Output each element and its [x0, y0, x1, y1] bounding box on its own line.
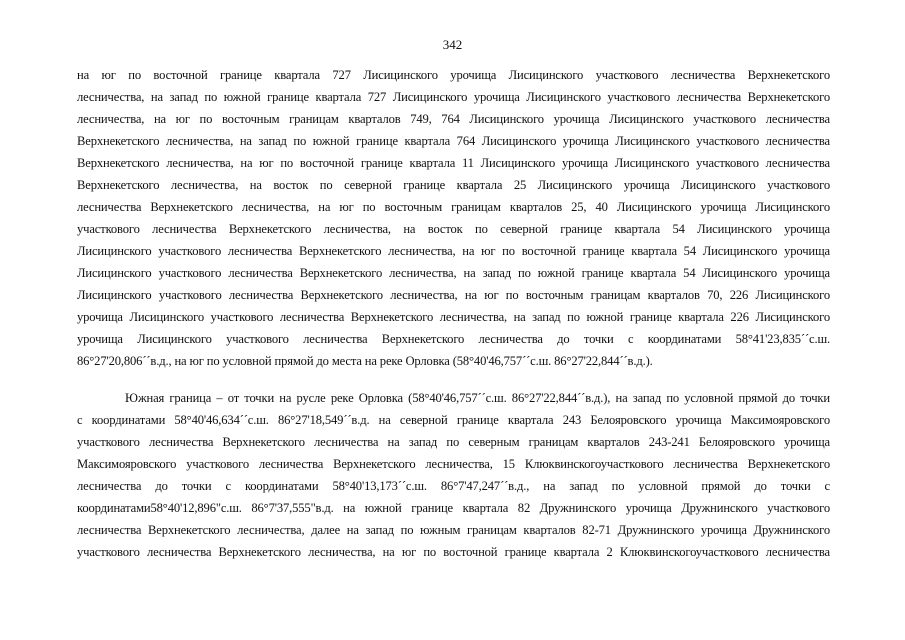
text-line: Верхнекетского лесничества, на восток по северной границе квартала 25 Лисицинского урочища Лисицинского участкового — [77, 178, 830, 192]
text-line: лесничества Верхнекетского лесничества, далее на запад по южным границам кварталов 82-71 Дружнинского урочища Дружнинского — [77, 523, 830, 537]
text-line: Лисицинского участкового лесничества Верхнекетского лесничества, на юг по восточным границам кварталов 70, 226 Лисицинского — [77, 288, 830, 302]
text-line: участкового лесничества Верхнекетского лесничества, на восток по северной границе квартала 54 Лисицинского урочища — [77, 222, 830, 236]
text-line: Максимояровского участкового лесничества Верхнекетского лесничества, 15 Клюквинскогоучасткового лесничества Верхнекетского — [77, 457, 830, 471]
text-line: лесничества Верхнекетского лесничества, на юг по восточным границам кварталов 25, 40 Лисицинского урочища Лисицинского — [77, 200, 830, 214]
text-line: урочища Лисицинского участкового лесничества Верхнекетского лесничества до точки с координатами 58°41'23,835´´с.ш. — [77, 332, 830, 346]
text-line: лесничества, на юг по восточным границам кварталов 749, 764 Лисицинского урочища Лисицинского участкового лесничества — [77, 112, 830, 126]
text-line: участкового лесничества Верхнекетского лесничества, на юг по восточной границе квартала 2 Клюквинскогоучасткового лесничества — [77, 545, 830, 559]
text-line: 86°27'20,806´´в.д., на юг по условной прямой до места на реке Орловка (58°40'46,757´´с.ш. 86°27'22,844´´в.д.). — [77, 354, 653, 368]
text-line: лесничества, на запад по южной границе квартала 727 Лисицинского урочища Лисицинского участкового лесничества Верхнекетского — [77, 90, 830, 104]
text-line: Лисицинского участкового лесничества Верхнекетского лесничества, на запад по южной границе квартала 54 Лисицинского урочища — [77, 266, 830, 280]
text-line: на юг по восточной границе квартала 727 Лисицинского урочища Лисицинского участкового лесничества Верхнекетского — [77, 68, 830, 82]
text-line: Южная граница – от точки на русле реке Орловка (58°40'46,757´´с.ш. 86°27'22,844´´в.д.), на запад по условной прямой до точки — [125, 391, 830, 405]
paragraph-southern-boundary — [77, 387, 830, 563]
text-line: координатами58°40'12,896"с.ш. 86°7'37,555"в.д. на южной границе квартала 82 Дружнинского урочища Дружнинского участкового — [77, 501, 830, 515]
text-line: с координатами 58°40'46,634´´с.ш. 86°27'18,549´´в.д. на северной границе квартала 243 Белояровского урочища Максимояровского — [77, 413, 830, 427]
text-line: урочища Лисицинского участкового лесничества Верхнекетского лесничества, на запад по южной границе квартала 226 Лисицинского — [77, 310, 830, 324]
text-line: Верхнекетского лесничества, на запад по южной границе квартала 764 Лисицинского урочища Лисицинского участкового лесничества — [77, 134, 830, 148]
page-number: 342 — [442, 37, 463, 52]
text-line: лесничества до точки с координатами 58°40'13,173´´с.ш. 86°7'47,247´´в.д., на запад по условной прямой до точки с — [77, 479, 830, 493]
text-line: Верхнекетского лесничества, на юг по восточной границе квартала 11 Лисицинского урочища Лисицинского участкового лесничества — [77, 156, 830, 170]
text-line: Лисицинского участкового лесничества Верхнекетского лесничества, на юг по восточной границе квартала 54 Лисицинского урочища — [77, 244, 830, 258]
paragraph-boundary-continuation — [77, 64, 830, 372]
text-line: участкового лесничества Верхнекетского лесничества на запад по северным границам кварталов 243-241 Белояровского урочища — [77, 435, 830, 449]
